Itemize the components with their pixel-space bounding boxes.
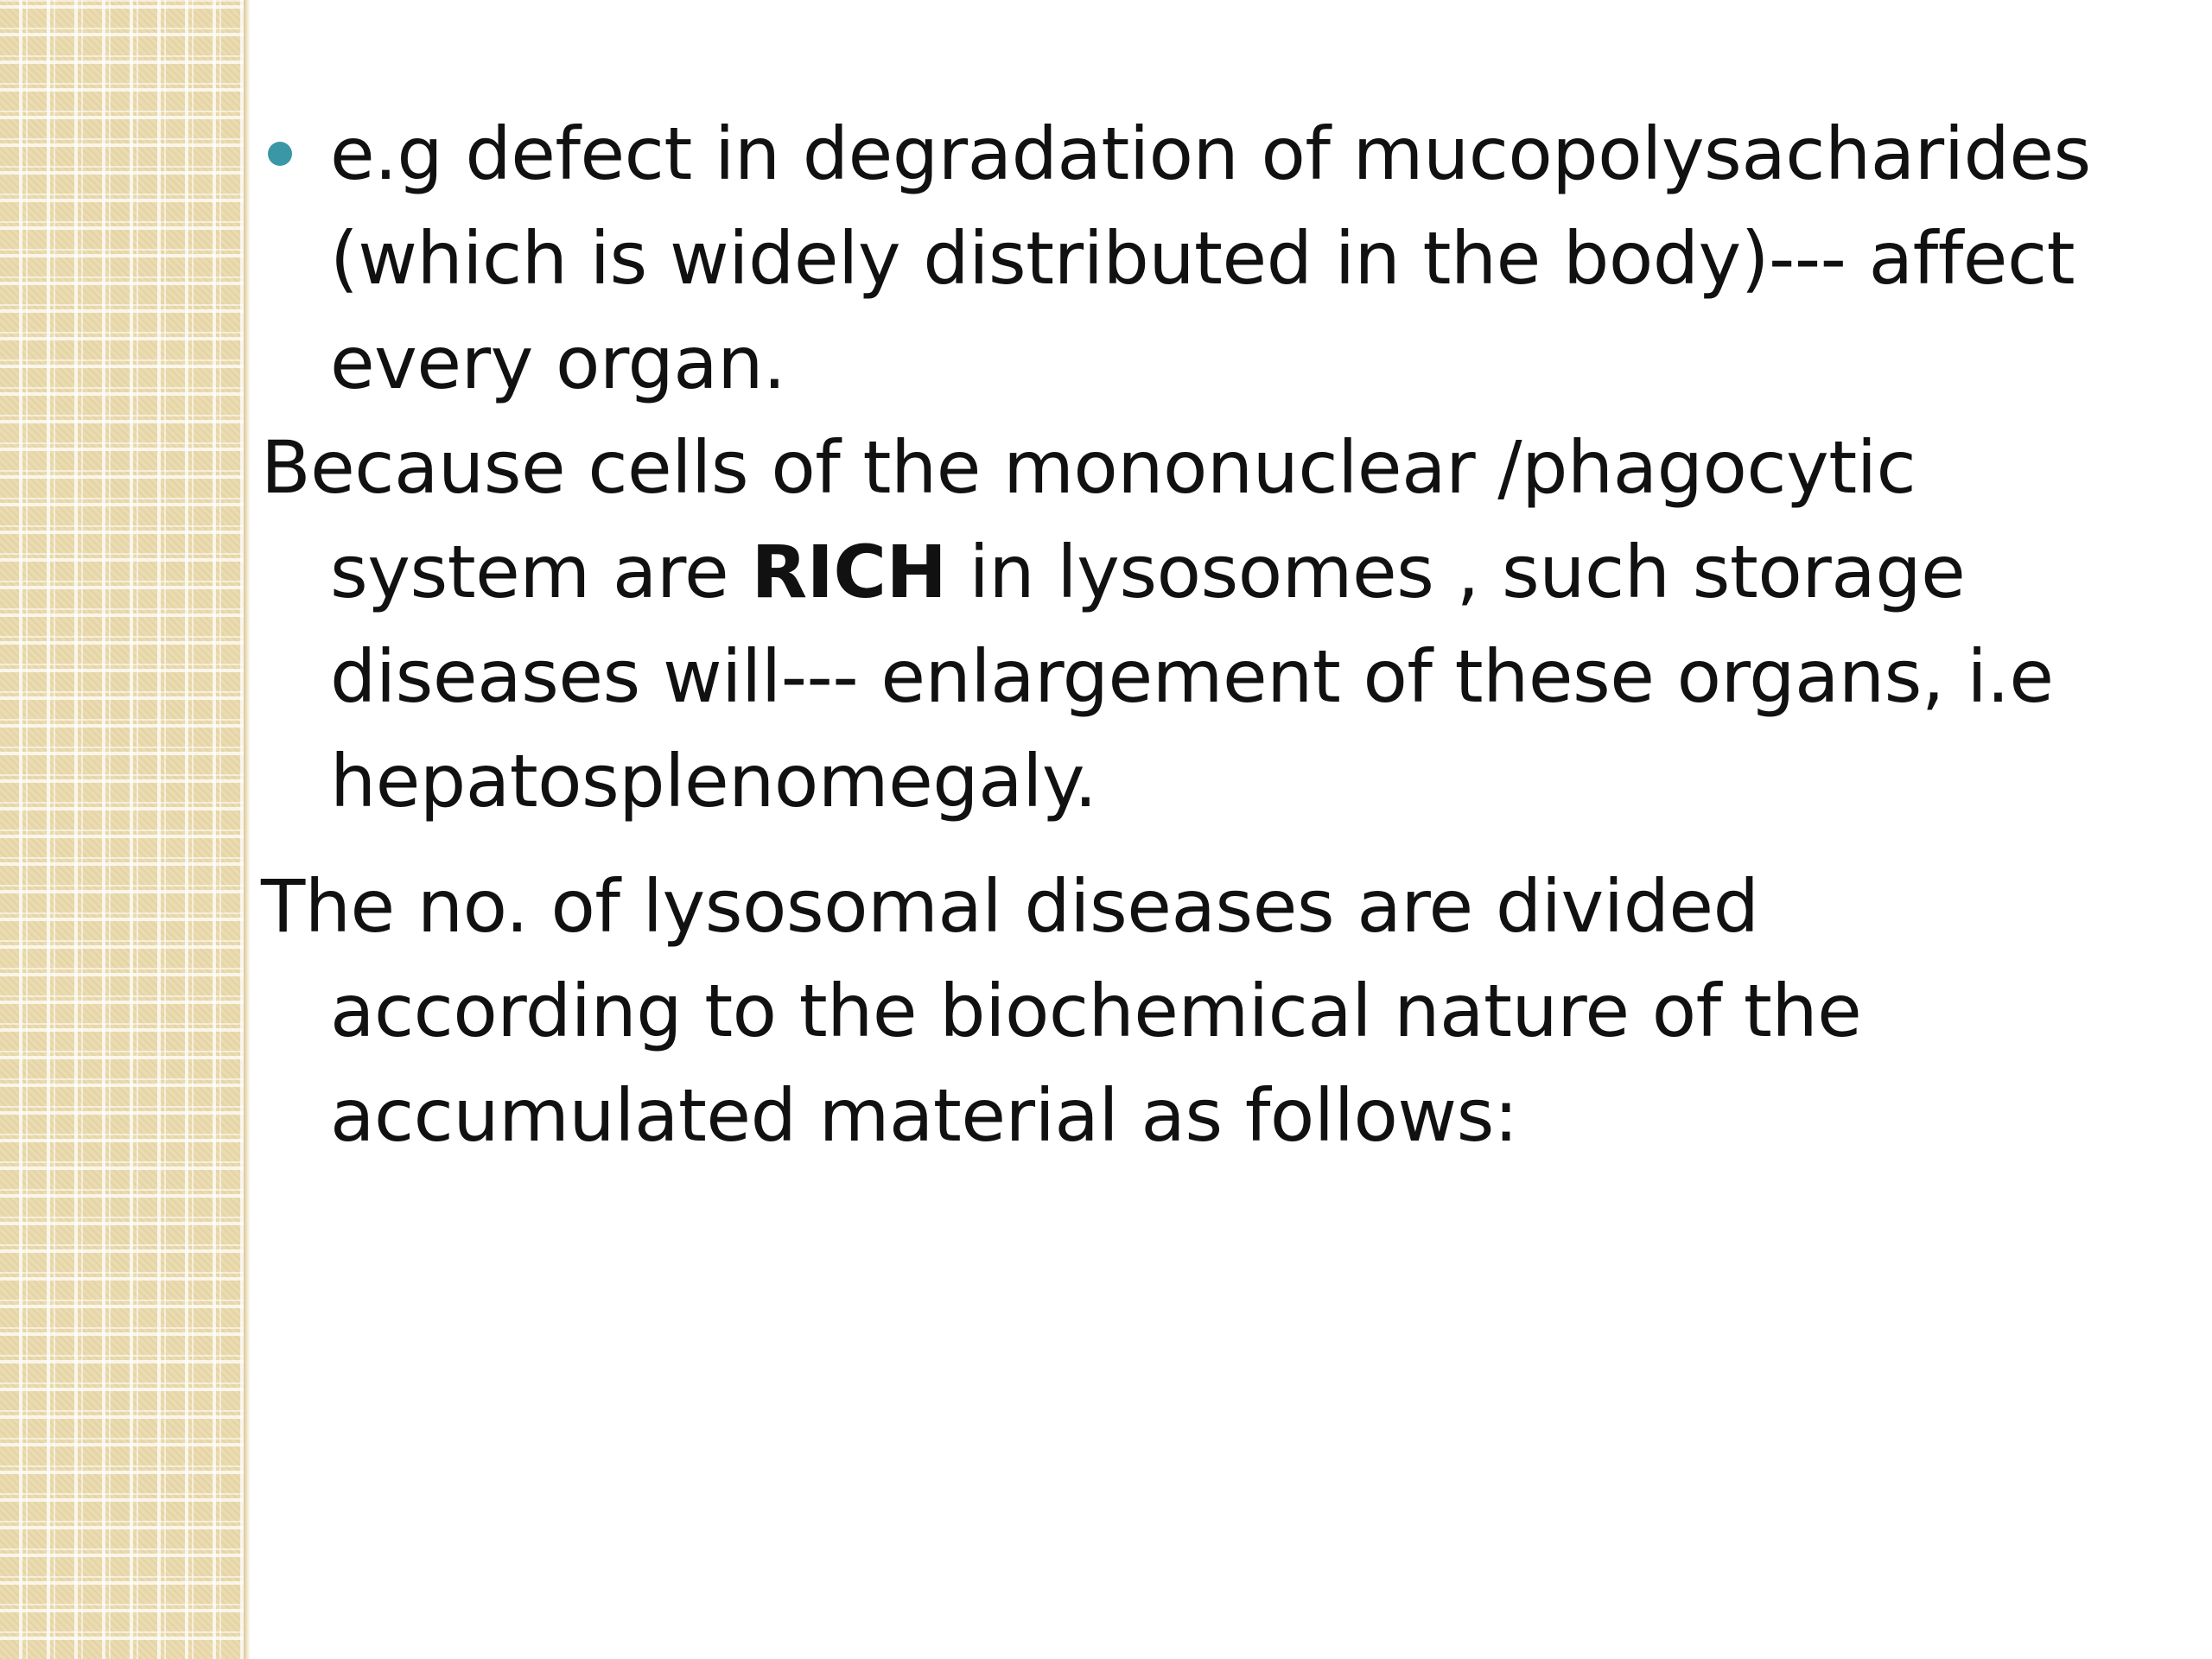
paragraph-classification [261,855,2093,1168]
bullet-item [261,102,2093,416]
decorative-side-band [0,0,244,1659]
slide-body [261,102,2093,1168]
paragraph-text-start: Because cells of the mononuclear /phagocytic system are [261,425,1916,614]
bullet-text: e.g defect in degradation of mucopolysacharides (which is widely distributed in the body)--- affect every organ. [330,111,2091,405]
emphasis-rich: RICH [751,530,947,614]
paragraph-classification-text: The no. of lysosomal diseases are divided according to the biochemical nature of the accumulated material as follows: [261,864,1862,1158]
paragraph-lysosome-richness [261,416,2093,834]
paragraph-text-end: in lysosomes , such storage diseases will--- enlargement of these organs, i.e hepatosplenomegaly. [330,530,2054,823]
side-band-edge [244,0,251,1659]
bullet-dot-icon [268,142,292,166]
